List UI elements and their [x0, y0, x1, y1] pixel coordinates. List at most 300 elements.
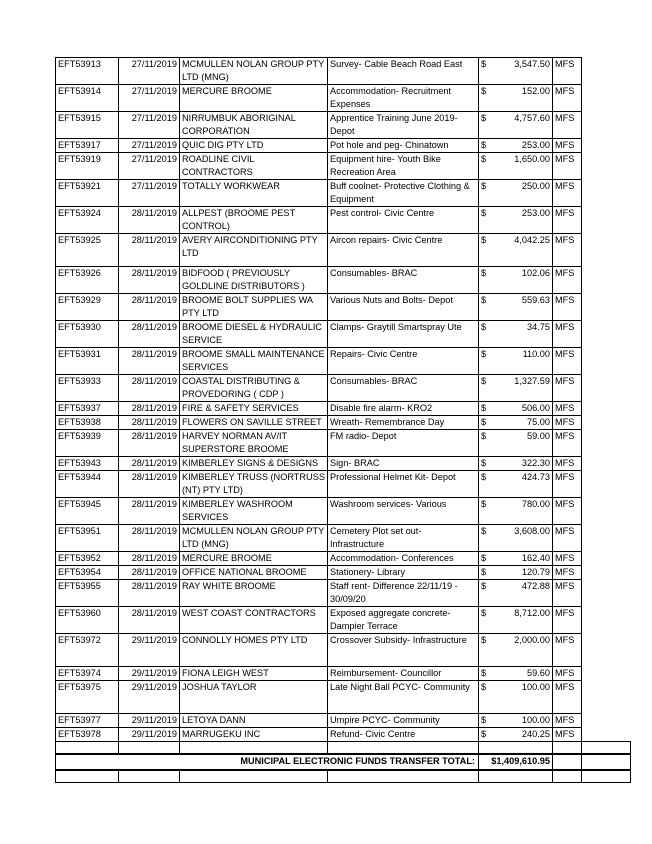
ref-cell: EFT53925	[56, 234, 119, 267]
amount-cell	[479, 207, 553, 234]
payee-cell: FLOWERS ON SAVILLE STREET	[180, 416, 328, 430]
payee-cell: FIONA LEIGH WEST	[180, 667, 328, 681]
ref-cell: EFT53913	[56, 58, 119, 85]
spacer-cell	[582, 153, 631, 180]
amount-cell	[479, 634, 553, 667]
fund-code-cell: MFS	[553, 728, 582, 742]
ref-cell: EFT53919	[56, 153, 119, 180]
fund-code-cell: MFS	[553, 471, 582, 498]
payee-cell: QUIC DIG PTY LTD	[180, 139, 328, 153]
total-amount: $1,409,610.95	[479, 754, 553, 770]
description-cell: Consumables- BRAC	[328, 267, 479, 294]
amount-cell	[479, 714, 553, 728]
amount-cell	[479, 416, 553, 430]
date-cell: 28/11/2019	[119, 402, 180, 416]
fund-code-cell: MFS	[553, 402, 582, 416]
description-cell: Exposed aggregate concrete- Dampier Terrace	[328, 607, 479, 634]
table-row	[56, 471, 631, 498]
table-row	[56, 402, 631, 416]
amount-cell	[479, 348, 553, 375]
blank-cell	[56, 770, 119, 783]
amount-value: 102.06	[521, 268, 550, 278]
amount-value: 120.79	[521, 567, 550, 577]
amount-cell	[479, 294, 553, 321]
amount-cell	[479, 375, 553, 402]
amount-cell	[479, 552, 553, 566]
fund-code-cell: MFS	[553, 153, 582, 180]
date-cell: 29/11/2019	[119, 667, 180, 681]
blank-cell	[119, 770, 180, 783]
blank-cell	[479, 742, 553, 755]
amount-cell	[479, 498, 553, 525]
table-row	[56, 525, 631, 552]
ref-cell: EFT53943	[56, 457, 119, 471]
currency-symbol: $	[481, 581, 487, 591]
fund-code-cell: MFS	[553, 714, 582, 728]
fund-code-cell: MFS	[553, 85, 582, 112]
ref-cell: EFT53978	[56, 728, 119, 742]
ref-cell: EFT53954	[56, 566, 119, 580]
currency-symbol: $	[481, 295, 487, 305]
payee-cell: TOTALLY WORKWEAR	[180, 180, 328, 207]
total-blank-cell	[582, 754, 631, 770]
description-cell: Crossover Subsidy- Infrastructure	[328, 634, 479, 667]
fund-code-cell: MFS	[553, 234, 582, 267]
payee-cell: CONNOLLY HOMES PTY LTD	[180, 634, 328, 667]
payee-cell: WEST COAST CONTRACTORS	[180, 607, 328, 634]
date-cell: 27/11/2019	[119, 112, 180, 139]
amount-value: 506.00	[521, 403, 550, 413]
description-cell: Refund- Civic Centre	[328, 728, 479, 742]
amount-cell	[479, 457, 553, 471]
date-cell: 28/11/2019	[119, 457, 180, 471]
table-row	[56, 207, 631, 234]
amount-cell	[479, 180, 553, 207]
date-cell: 27/11/2019	[119, 58, 180, 85]
description-cell: Disable fire alarm- KRO2	[328, 402, 479, 416]
ref-cell: EFT53914	[56, 85, 119, 112]
spacer-cell	[582, 728, 631, 742]
currency-symbol: $	[481, 59, 487, 69]
description-cell: Professional Helmet Kit- Depot	[328, 471, 479, 498]
description-cell: Various Nuts and Bolts- Depot	[328, 294, 479, 321]
ref-cell: EFT53930	[56, 321, 119, 348]
fund-code-cell: MFS	[553, 375, 582, 402]
currency-symbol: $	[481, 86, 487, 96]
currency-symbol: $	[481, 235, 487, 245]
currency-symbol: $	[481, 729, 487, 739]
payee-cell: ALLPEST (BROOME PEST CONTROL)	[180, 207, 328, 234]
date-cell: 28/11/2019	[119, 471, 180, 498]
currency-symbol: $	[481, 608, 487, 618]
fund-code-cell: MFS	[553, 580, 582, 607]
amount-cell	[479, 321, 553, 348]
description-cell: FM radio- Depot	[328, 430, 479, 457]
fund-code-cell: MFS	[553, 634, 582, 667]
amount-cell	[479, 525, 553, 552]
amount-cell	[479, 430, 553, 457]
currency-symbol: $	[481, 417, 487, 427]
amount-value: 250.00	[521, 181, 550, 191]
currency-symbol: $	[481, 715, 487, 725]
payee-cell: KIMBERLEY WASHROOM SERVICES	[180, 498, 328, 525]
table-row	[56, 234, 631, 267]
table-row	[56, 416, 631, 430]
currency-symbol: $	[481, 113, 487, 123]
blank-cell	[180, 770, 328, 783]
spacer-cell	[582, 85, 631, 112]
currency-symbol: $	[481, 349, 487, 359]
spacer-cell	[582, 321, 631, 348]
amount-value: 59.00	[527, 431, 550, 441]
payee-cell: MERCURE BROOME	[180, 85, 328, 112]
spacer-cell	[582, 525, 631, 552]
fund-code-cell: MFS	[553, 607, 582, 634]
fund-code-cell: MFS	[553, 525, 582, 552]
amount-value: 4,042.25	[514, 235, 550, 245]
fund-code-cell: MFS	[553, 416, 582, 430]
date-cell: 28/11/2019	[119, 566, 180, 580]
payee-cell: KIMBERLEY SIGNS & DESIGNS	[180, 457, 328, 471]
blank-cell	[479, 770, 553, 783]
spacer-cell	[582, 457, 631, 471]
table-row	[56, 375, 631, 402]
amount-value: 152.00	[521, 86, 550, 96]
ref-cell: EFT53926	[56, 267, 119, 294]
amount-value: 780.00	[521, 499, 550, 509]
currency-symbol: $	[481, 526, 487, 536]
description-cell: Washroom services- Various	[328, 498, 479, 525]
amount-cell	[479, 234, 553, 267]
date-cell: 28/11/2019	[119, 525, 180, 552]
table-row	[56, 728, 631, 742]
date-cell: 28/11/2019	[119, 321, 180, 348]
description-cell: Late Night Ball PCYC- Community	[328, 681, 479, 714]
spacer-cell	[582, 180, 631, 207]
fund-code-cell: MFS	[553, 207, 582, 234]
amount-cell	[479, 112, 553, 139]
ref-cell: EFT53974	[56, 667, 119, 681]
payee-cell: BROOME SMALL MAINTENANCE SERVICES	[180, 348, 328, 375]
date-cell: 28/11/2019	[119, 267, 180, 294]
currency-symbol: $	[481, 431, 487, 441]
currency-symbol: $	[481, 154, 487, 164]
date-cell: 28/11/2019	[119, 294, 180, 321]
amount-value: 322.30	[521, 458, 550, 468]
currency-symbol: $	[481, 208, 487, 218]
amount-value: 4,757.60	[514, 113, 550, 123]
table-row	[56, 294, 631, 321]
description-cell: Accommodation- Recruitment Expenses	[328, 85, 479, 112]
description-cell: Clamps- Graytill Smartspray Ute	[328, 321, 479, 348]
ref-cell: EFT53945	[56, 498, 119, 525]
ref-cell: EFT53944	[56, 471, 119, 498]
table-row	[56, 321, 631, 348]
fund-code-cell: MFS	[553, 430, 582, 457]
description-cell: Apprentice Training June 2019- Depot	[328, 112, 479, 139]
table-row	[56, 348, 631, 375]
date-cell: 28/11/2019	[119, 498, 180, 525]
currency-symbol: $	[481, 472, 487, 482]
total-label: MUNICIPAL ELECTRONIC FUNDS TRANSFER TOTAL:	[56, 754, 479, 770]
currency-symbol: $	[481, 403, 487, 413]
date-cell: 28/11/2019	[119, 607, 180, 634]
amount-value: 162.40	[521, 553, 550, 563]
currency-symbol: $	[481, 181, 487, 191]
currency-symbol: $	[481, 682, 487, 692]
ref-cell: EFT53937	[56, 402, 119, 416]
amount-value: 424.73	[521, 472, 550, 482]
description-cell: Wreath- Remembrance Day	[328, 416, 479, 430]
spacer-cell	[582, 498, 631, 525]
payee-cell: MARRUGEKU INC	[180, 728, 328, 742]
payee-cell: MCMULLEN NOLAN GROUP PTY LTD (MNG)	[180, 525, 328, 552]
payee-cell: FIRE & SAFETY SERVICES	[180, 402, 328, 416]
table-row	[56, 552, 631, 566]
ref-cell: EFT53933	[56, 375, 119, 402]
ref-cell: EFT53975	[56, 681, 119, 714]
fund-code-cell: MFS	[553, 348, 582, 375]
payee-cell: RAY WHITE BROOME	[180, 580, 328, 607]
spacer-cell	[582, 471, 631, 498]
amount-cell	[479, 58, 553, 85]
date-cell: 28/11/2019	[119, 416, 180, 430]
amount-value: 75.00	[527, 417, 550, 427]
ref-cell: EFT53938	[56, 416, 119, 430]
spacer-cell	[582, 416, 631, 430]
date-cell: 28/11/2019	[119, 207, 180, 234]
ref-cell: EFT53921	[56, 180, 119, 207]
spacer-cell	[582, 112, 631, 139]
amount-cell	[479, 139, 553, 153]
blank-cell	[56, 742, 119, 755]
spacer-cell	[582, 634, 631, 667]
ref-cell: EFT53960	[56, 607, 119, 634]
fund-code-cell: MFS	[553, 112, 582, 139]
amount-cell	[479, 607, 553, 634]
spacer-cell	[582, 566, 631, 580]
amount-value: 1,650.00	[514, 154, 550, 164]
table-row	[56, 112, 631, 139]
amount-cell	[479, 681, 553, 714]
ref-cell: EFT53917	[56, 139, 119, 153]
currency-symbol: $	[481, 635, 487, 645]
currency-symbol: $	[481, 567, 487, 577]
blank-cell	[328, 770, 479, 783]
blank-row	[56, 770, 631, 783]
fund-code-cell: MFS	[553, 139, 582, 153]
spacer-cell	[582, 681, 631, 714]
blank-cell	[180, 742, 328, 755]
date-cell: 29/11/2019	[119, 681, 180, 714]
payee-cell: LETOYA DANN	[180, 714, 328, 728]
ref-cell: EFT53977	[56, 714, 119, 728]
description-cell: Equipment hire- Youth Bike Recreation Area	[328, 153, 479, 180]
ref-cell: EFT53972	[56, 634, 119, 667]
blank-row	[56, 742, 631, 755]
amount-cell	[479, 728, 553, 742]
amount-cell	[479, 471, 553, 498]
description-cell: Accommodation- Conferences	[328, 552, 479, 566]
date-cell: 28/11/2019	[119, 430, 180, 457]
ref-cell: EFT53924	[56, 207, 119, 234]
currency-symbol: $	[481, 458, 487, 468]
currency-symbol: $	[481, 376, 487, 386]
table-row	[56, 566, 631, 580]
fund-code-cell: MFS	[553, 267, 582, 294]
description-cell: Sign- BRAC	[328, 457, 479, 471]
payee-cell: AVERY AIRCONDITIONING PTY LTD	[180, 234, 328, 267]
spacer-cell	[582, 430, 631, 457]
amount-value: 8,712.00	[514, 608, 550, 618]
payee-cell: MERCURE BROOME	[180, 552, 328, 566]
fund-code-cell: MFS	[553, 321, 582, 348]
blank-cell	[553, 742, 582, 755]
description-cell: Pot hole and peg- Chinatown	[328, 139, 479, 153]
description-cell: Consumables- BRAC	[328, 375, 479, 402]
ref-cell: EFT53915	[56, 112, 119, 139]
spacer-cell	[582, 667, 631, 681]
fund-code-cell: MFS	[553, 498, 582, 525]
table-row	[56, 139, 631, 153]
spacer-cell	[582, 402, 631, 416]
amount-value: 559.63	[521, 295, 550, 305]
currency-symbol: $	[481, 140, 487, 150]
amount-value: 3,608.00	[514, 526, 550, 536]
date-cell: 28/11/2019	[119, 348, 180, 375]
spacer-cell	[582, 139, 631, 153]
fund-code-cell: MFS	[553, 552, 582, 566]
spacer-cell	[582, 607, 631, 634]
payee-cell: ROADLINE CIVIL CONTRACTORS	[180, 153, 328, 180]
payee-cell: OFFICE NATIONAL BROOME	[180, 566, 328, 580]
table-row	[56, 58, 631, 85]
spacer-cell	[582, 207, 631, 234]
ref-cell: EFT53939	[56, 430, 119, 457]
table-row	[56, 457, 631, 471]
ref-cell: EFT53952	[56, 552, 119, 566]
table-row	[56, 714, 631, 728]
amount-value: 34.75	[527, 322, 550, 332]
amount-cell	[479, 402, 553, 416]
date-cell: 28/11/2019	[119, 234, 180, 267]
date-cell: 29/11/2019	[119, 714, 180, 728]
table-row	[56, 85, 631, 112]
table-row	[56, 180, 631, 207]
ref-cell: EFT53955	[56, 580, 119, 607]
table-row	[56, 267, 631, 294]
payee-cell: BROOME DIESEL & HYDRAULIC SERVICE	[180, 321, 328, 348]
payee-cell: BROOME BOLT SUPPLIES WA PTY LTD	[180, 294, 328, 321]
amount-cell	[479, 85, 553, 112]
amount-value: 100.00	[521, 682, 550, 692]
table-row	[56, 580, 631, 607]
amount-value: 240.25	[521, 729, 550, 739]
date-cell: 29/11/2019	[119, 634, 180, 667]
payee-cell: KIMBERLEY TRUSS (NORTRUSS (NT) PTY LTD)	[180, 471, 328, 498]
fund-code-cell: MFS	[553, 681, 582, 714]
table-row	[56, 498, 631, 525]
payee-cell: COASTAL DISTRIBUTING & PROVEDORING ( CDP )	[180, 375, 328, 402]
amount-value: 2,000.00	[514, 635, 550, 645]
table-row	[56, 667, 631, 681]
description-cell: Survey- Cable Beach Road East	[328, 58, 479, 85]
ref-cell: EFT53931	[56, 348, 119, 375]
amount-value: 3,547.50	[514, 59, 550, 69]
payee-cell: HARVEY NORMAN AV/IT SUPERSTORE BROOME	[180, 430, 328, 457]
ref-cell: EFT53951	[56, 525, 119, 552]
description-cell: Stationery- Library	[328, 566, 479, 580]
table-row	[56, 681, 631, 714]
blank-cell	[328, 742, 479, 755]
description-cell: Pest control- Civic Centre	[328, 207, 479, 234]
amount-value: 100.00	[521, 715, 550, 725]
blank-cell	[582, 770, 631, 783]
description-cell: Reimbursement- Councillor	[328, 667, 479, 681]
blank-cell	[553, 770, 582, 783]
table-row	[56, 607, 631, 634]
amount-value: 110.00	[522, 349, 550, 359]
fund-code-cell: MFS	[553, 294, 582, 321]
table-row	[56, 634, 631, 667]
total-blank-cell	[553, 754, 582, 770]
payee-cell: JOSHUA TAYLOR	[180, 681, 328, 714]
table-row	[56, 153, 631, 180]
total-row	[56, 754, 631, 770]
description-cell: Staff rent- Difference 22/11/19 - 30/09/20	[328, 580, 479, 607]
spacer-cell	[582, 375, 631, 402]
payee-cell: MCMULLEN NOLAN GROUP PTY LTD (MNG)	[180, 58, 328, 85]
currency-symbol: $	[481, 553, 487, 563]
fund-code-cell: MFS	[553, 457, 582, 471]
amount-value: 59.60	[527, 668, 550, 678]
date-cell: 28/11/2019	[119, 375, 180, 402]
fund-code-cell: MFS	[553, 58, 582, 85]
amount-value: 253.00	[521, 140, 550, 150]
date-cell: 29/11/2019	[119, 728, 180, 742]
date-cell: 27/11/2019	[119, 85, 180, 112]
currency-symbol: $	[481, 322, 487, 332]
amount-cell	[479, 566, 553, 580]
amount-cell	[479, 667, 553, 681]
date-cell: 28/11/2019	[119, 580, 180, 607]
description-cell: Repairs- Civic Centre	[328, 348, 479, 375]
spacer-cell	[582, 580, 631, 607]
payee-cell: BIDFOOD ( PREVIOUSLY GOLDLINE DISTRIBUTORS )	[180, 267, 328, 294]
payee-cell: NIRRUMBUK ABORIGINAL CORPORATION	[180, 112, 328, 139]
currency-symbol: $	[481, 668, 487, 678]
spacer-cell	[582, 234, 631, 267]
blank-cell	[582, 742, 631, 755]
currency-symbol: $	[481, 268, 487, 278]
currency-symbol: $	[481, 499, 487, 509]
date-cell: 27/11/2019	[119, 153, 180, 180]
amount-value: 1,327.59	[514, 376, 550, 386]
fund-code-cell: MFS	[553, 180, 582, 207]
spacer-cell	[582, 58, 631, 85]
table-row	[56, 430, 631, 457]
amount-value: 253.00	[521, 208, 550, 218]
description-cell: Cemetery Plot set out- Infrastructure	[328, 525, 479, 552]
date-cell: 27/11/2019	[119, 180, 180, 207]
spacer-cell	[582, 348, 631, 375]
fund-code-cell: MFS	[553, 566, 582, 580]
payment-ledger-table	[55, 57, 631, 783]
ref-cell: EFT53929	[56, 294, 119, 321]
ledger-body	[56, 58, 631, 783]
date-cell: 27/11/2019	[119, 139, 180, 153]
date-cell: 28/11/2019	[119, 552, 180, 566]
